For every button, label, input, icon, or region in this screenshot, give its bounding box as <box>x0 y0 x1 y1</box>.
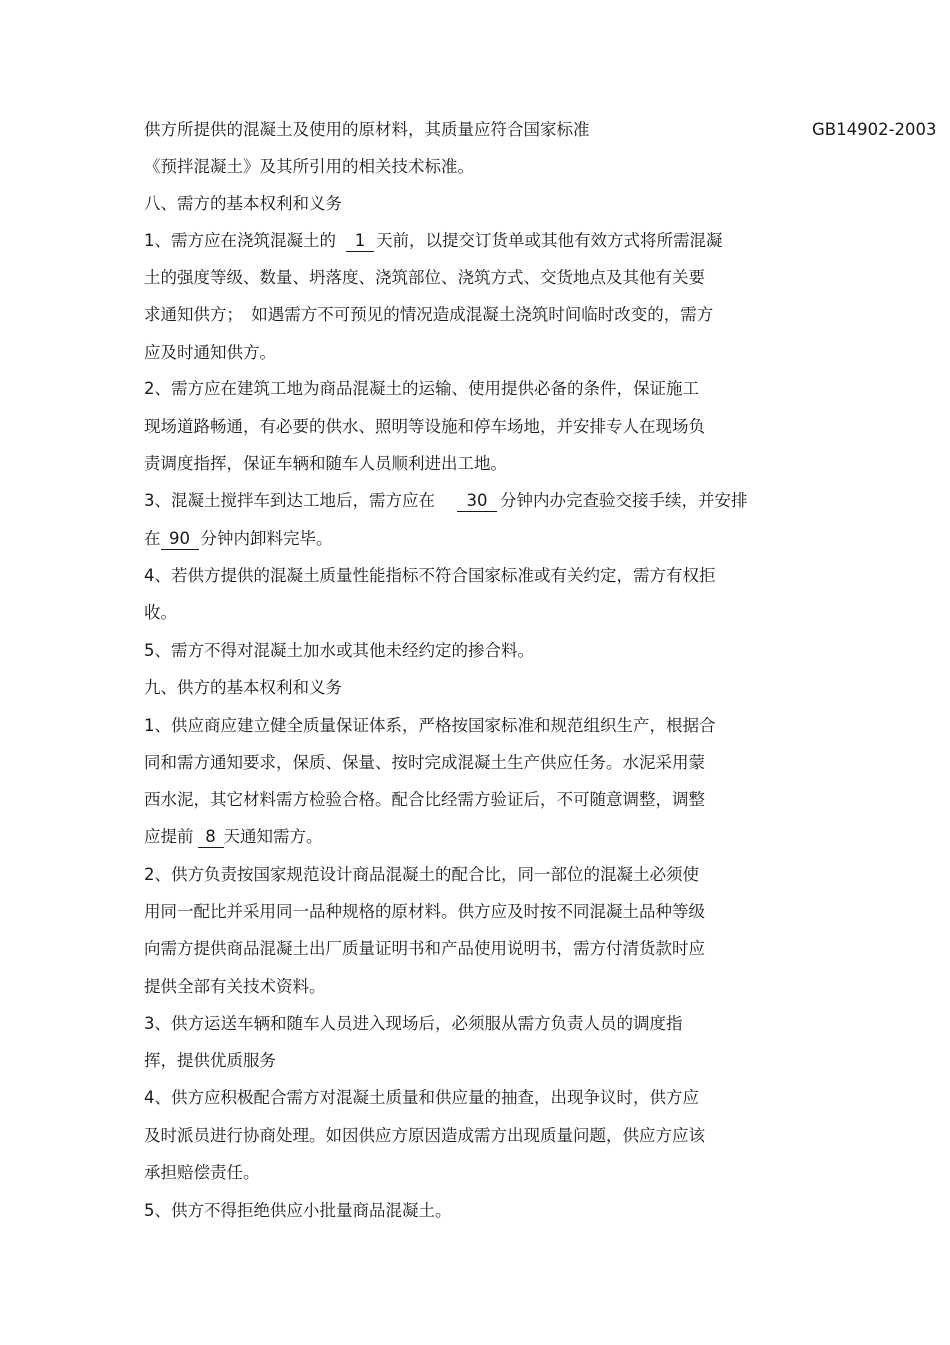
standard-code: GB14902-2003 <box>812 120 937 139</box>
paragraph-line: 向需方提供商品混凝土出厂质量证明书和产品使用说明书，需方付清货款时应 <box>144 939 705 958</box>
paragraph-line: 5、供方不得拒绝供应小批量商品混凝土。 <box>144 1201 452 1220</box>
paragraph-line: 4、若供方提供的混凝土质量性能指标不符合国家标准或有关约定，需方有权拒 <box>144 566 716 585</box>
fill-blank-days: 8 <box>198 827 224 848</box>
fill-blank-minutes: 90 <box>161 529 199 550</box>
paragraph-line: 应提前 8 天通知需方。 <box>144 827 323 846</box>
paragraph-line: 用同一配比并采用同一品种规格的原材料。供方应及时按不同混凝土品种等级 <box>144 902 705 921</box>
paragraph-line: 收。 <box>144 603 177 622</box>
paragraph-line: 5、需方不得对混凝土加水或其他未经约定的掺合料。 <box>144 641 534 660</box>
paragraph-line: 责调度指挥，保证车辆和随车人员顺利进出工地。 <box>144 454 507 473</box>
paragraph-line: 土的强度等级、数量、坍落度、浇筑部位、浇筑方式、交货地点及其他有关要 <box>144 268 705 287</box>
paragraph-line: 《预拌混凝土》及其所引用的相关技术标准。 <box>144 157 474 176</box>
paragraph-line: 应及时通知供方。 <box>144 343 276 362</box>
paragraph-line: 2、需方应在建筑工地为商品混凝土的运输、使用提供必备的条件，保证施工 <box>144 379 699 398</box>
paragraph-line: 同和需方通知要求，保质、保量、按时完成混凝土生产供应任务。水泥采用蒙 <box>144 753 705 772</box>
paragraph-line: 供方所提供的混凝土及使用的原材料，其质量应符合国家标准 GB14902-2003 <box>144 120 937 139</box>
paragraph-line: 2、供方负责按国家规范设计商品混凝土的配合比，同一部位的混凝土必须使 <box>144 865 699 884</box>
paragraph-line: 求通知供方； 如遇需方不可预见的情况造成混凝土浇筑时间临时改变的，需方 <box>144 305 714 324</box>
section-heading: 八、需方的基本权利和义务 <box>144 194 342 213</box>
paragraph-line: 1、供应商应建立健全质量保证体系，严格按国家标准和规范组织生产，根据合 <box>144 716 716 735</box>
fill-blank-days: 1 <box>346 231 374 252</box>
paragraph-line: 承担赔偿责任。 <box>144 1163 260 1182</box>
paragraph-line: 及时派员进行协商处理。如因供应方原因造成需方出现质量问题，供应方应该 <box>144 1126 705 1145</box>
paragraph-line: 1、需方应在浇筑混凝土的 1 天前，以提交订货单或其他有效方式将所需混凝 <box>144 231 723 250</box>
section-heading: 九、供方的基本权利和义务 <box>144 678 342 697</box>
paragraph-line: 挥，提供优质服务 <box>144 1051 276 1070</box>
paragraph-line: 现场道路畅通，有必要的供水、照明等设施和停车场地，并安排专人在现场负 <box>144 417 705 436</box>
paragraph-line: 提供全部有关技术资料。 <box>144 977 326 996</box>
paragraph-line: 在 90 分钟内卸料完毕。 <box>144 529 333 548</box>
paragraph-line: 3、供方运送车辆和随车人员进入现场后，必须服从需方负责人员的调度指 <box>144 1014 683 1033</box>
paragraph-line: 西水泥，其它材料需方检验合格。配合比经需方验证后，不可随意调整，调整 <box>144 790 705 809</box>
paragraph-line: 3、混凝土搅拌车到达工地后，需方应在 30 分钟内办完查验交接手续，并安排 <box>144 491 748 510</box>
fill-blank-minutes: 30 <box>457 491 497 512</box>
paragraph-line: 4、供方应积极配合需方对混凝土质量和供应量的抽查，出现争议时，供方应 <box>144 1088 699 1107</box>
